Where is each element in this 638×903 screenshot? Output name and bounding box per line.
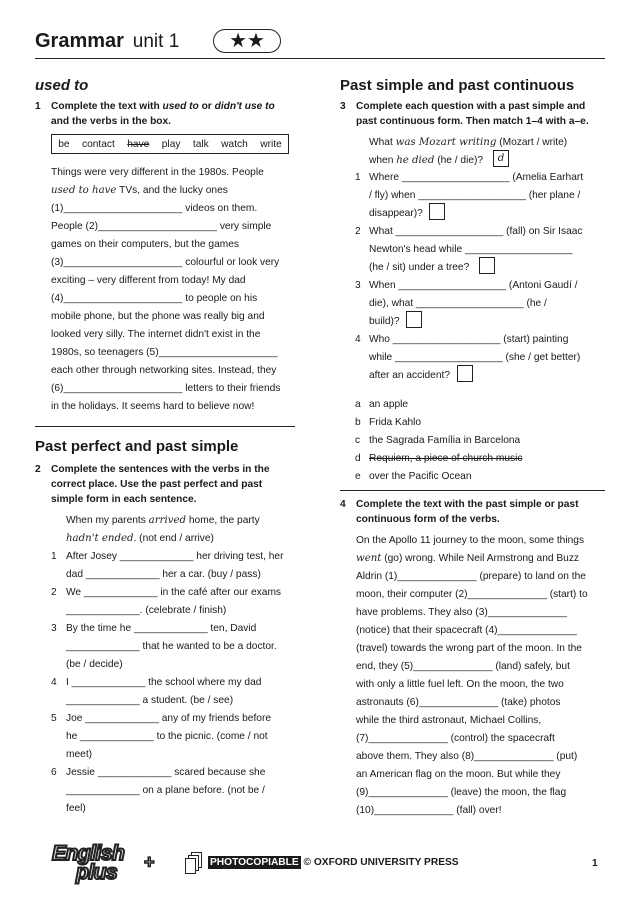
item-line: _____________ on a plane before. (not be / — [66, 785, 265, 796]
logo-line2: plus — [76, 861, 118, 884]
header-rule — [35, 58, 605, 59]
item-number: 1 — [355, 172, 361, 183]
question-1-number: 1 — [35, 101, 41, 112]
text-line: (notice) that their spacecraft (4)______________ — [356, 625, 577, 636]
question-4-number: 4 — [340, 499, 346, 510]
word-box-item: watch — [221, 138, 248, 150]
question-4-instruction: continuous form of the verbs. — [356, 514, 500, 525]
item-line: By the time he _____________ ten, David — [66, 623, 257, 634]
handwritten-answer: he died — [396, 155, 435, 166]
item-number: 3 — [355, 280, 361, 291]
item-number: 5 — [51, 713, 57, 724]
item-line: I _____________ the school where my dad — [66, 677, 262, 688]
word-box — [51, 134, 289, 154]
item-line: _____________ a student. (be / see) — [66, 695, 234, 706]
photocopiable-badge: PHOTOCOPIABLE — [210, 857, 299, 868]
item-line: Joe _____________ any of my friends before — [66, 713, 272, 724]
text-line: games on their computers, but the games — [51, 239, 240, 250]
option-letter: a — [355, 399, 361, 410]
item-line: _____________ that he wanted to be a doctor. — [66, 641, 277, 652]
item-line: while ___________________ (she / get better) — [369, 352, 581, 363]
item-line: Jessie _____________ scared because she — [66, 767, 266, 778]
item-number: 2 — [51, 587, 57, 598]
text-line: end, they (5)______________ (land) safely, but — [356, 661, 570, 672]
handwritten-answer: d — [497, 153, 505, 164]
page-number: 1 — [592, 858, 598, 869]
section-heading-past-perfect: Past perfect and past simple — [35, 438, 239, 455]
option-text: Frida Kahlo — [369, 417, 422, 428]
item-line: Who ___________________ (start) painting — [369, 334, 569, 345]
english-plus-logo — [52, 842, 162, 884]
option-text: over the Pacific Ocean — [369, 471, 472, 482]
item-line: / fly) when ___________________ (her plane / — [369, 190, 581, 201]
text-line: (1)_____________________ videos on them. — [51, 203, 258, 214]
publisher-text: © OXFORD UNIVERSITY PRESS — [303, 857, 459, 868]
question-3-instruction: Complete each question with a past simple and — [356, 101, 586, 112]
item-line: Where ___________________ (Amelia Earhart — [369, 172, 584, 183]
item-number: 1 — [51, 551, 57, 562]
item-line: after an accident? — [369, 370, 450, 381]
answer-box[interactable] — [457, 365, 473, 382]
question-4-instruction: Complete the text with the past simple or past — [356, 499, 579, 510]
word-box-item: play — [161, 138, 181, 150]
option-text: an apple — [369, 399, 409, 410]
option-letter: b — [355, 417, 361, 428]
option-letter: e — [355, 471, 361, 482]
item-line: (be / decide) — [66, 659, 123, 670]
item-line: he _____________ to the picnic. (come / not — [66, 731, 268, 742]
footer-copyright — [208, 856, 459, 869]
item-number: 4 — [355, 334, 361, 345]
word-box-item: have — [127, 138, 150, 150]
logo-line1: English — [52, 842, 125, 865]
text-line: (4)_____________________ to people on his — [51, 293, 258, 304]
text-line: went (go) wrong. While Neil Armstrong and Buzz — [356, 553, 580, 564]
text-line: looked very silly. The internet didn't exist in the — [51, 329, 261, 340]
item-line: After Josey _____________ her driving test, her — [66, 551, 284, 562]
item-line: We _____________ in the café after our exams — [66, 587, 282, 598]
handwritten-answer: used to have — [51, 185, 117, 196]
text-line: exciting – very different from today! My dad — [51, 275, 246, 286]
option-letter: d — [355, 453, 361, 464]
text-line: (travel) towards the wrong part of the moon. In the — [356, 643, 582, 654]
item-line: dad _____________ her a car. (buy / pass) — [66, 569, 261, 580]
item-line: die), what ___________________ (he / — [369, 298, 547, 309]
text-line: while the third astronaut, Michael Collins, — [356, 715, 542, 726]
section-divider — [35, 426, 295, 427]
example-answer-box — [493, 150, 509, 167]
answer-box[interactable] — [479, 257, 495, 274]
stars-icon: ★★ — [229, 30, 265, 52]
answer-box[interactable] — [429, 203, 445, 220]
item-line: What ___________________ (fall) on Sir Isaac — [369, 226, 583, 237]
item-line: When ___________________ (Antoni Gaudí / — [369, 280, 578, 291]
text-line: above them. They also (8)______________ (put) — [356, 751, 578, 762]
item-line: _____________. (celebrate / finish) — [66, 605, 227, 616]
text-line: People (2)_____________________ very simple — [51, 221, 272, 232]
text-line: (9)______________ (leave) the moon, the flag — [356, 787, 567, 798]
item-number: 2 — [355, 226, 361, 237]
text-line: moon, their computer (2)______________ (start) to — [356, 589, 588, 600]
item-number: 4 — [51, 677, 57, 688]
section-heading-used-to: used to — [35, 77, 89, 94]
text-line: (10)______________ (fall) over! — [356, 805, 502, 816]
text-line: in the holidays. It seems hard to believe now! — [51, 401, 255, 412]
option-text: Requiem, a piece of church music — [369, 453, 523, 464]
item-line: build)? — [369, 316, 400, 327]
text-line: (7)______________ (control) the spacecraft — [356, 733, 555, 744]
text-line: (6)_____________________ letters to their friends — [51, 383, 281, 394]
plus-sign-icon: + — [144, 852, 155, 872]
text-line: with only a little fuel left. On the moon, the two — [356, 679, 564, 690]
question-3-instruction: past continuous form. Then match 1–4 with a–e. — [356, 116, 589, 127]
section-divider — [340, 490, 605, 491]
question-3-number: 3 — [340, 101, 346, 112]
answer-box[interactable] — [406, 311, 422, 328]
item-line: Newton's head while ___________________ — [369, 244, 573, 255]
question-2-instruction: Complete the sentences with the verbs in the — [51, 464, 270, 475]
handwritten-answer: hadn't ended — [66, 533, 134, 544]
text-line: On the Apollo 11 journey to the moon, some things — [356, 535, 585, 546]
text-line: 1980s, so teenagers (5)_____________________ — [51, 347, 278, 358]
word-box-item: contact — [81, 138, 115, 150]
option-text: the Sagrada Família in Barcelona — [369, 435, 521, 446]
text-line: (3)_____________________ colourful or look very — [51, 257, 280, 268]
photocopy-icon — [186, 852, 202, 874]
text-line: used to have TVs, and the lucky ones — [51, 185, 228, 196]
text-line: Things were very different in the 1980s. People — [51, 167, 264, 178]
item-line: (he / sit) under a tree? — [369, 262, 470, 273]
text-line: Aldrin (1)______________ (prepare) to land on the — [356, 571, 586, 582]
question-2-number: 2 — [35, 464, 41, 475]
question-1-instruction-line2: and the verbs in the box. — [51, 116, 172, 127]
example-line: hadn't ended. (not end / arrive) — [66, 533, 214, 544]
text-line: have problems. They also (3)______________ — [356, 607, 568, 618]
section-heading-past-continuous: Past simple and past continuous — [340, 77, 575, 94]
page-header — [35, 30, 179, 53]
question-2-instruction: simple form in each sentence. — [51, 494, 197, 505]
question-1-instruction: Complete the text with used to or didn't use to — [51, 101, 275, 112]
handwritten-answer: was Mozart writing — [395, 137, 497, 148]
word-box-item: be — [58, 138, 70, 150]
header-title: Grammar — [35, 30, 124, 52]
text-line: mobile phone, but the phone was really big and — [51, 311, 265, 322]
text-line: each other through networking sites. Instead, they — [51, 365, 277, 376]
text-line: astronauts (6)______________ (take) photos — [356, 697, 561, 708]
question-2-instruction: correct place. Use the past perfect and past — [51, 479, 263, 490]
header-unit: unit 1 — [132, 31, 180, 52]
example-line: when he died (he / die)? — [369, 155, 484, 166]
word-box-item: write — [260, 138, 282, 150]
item-line: disappear)? — [369, 208, 423, 219]
example-line: What was Mozart writing (Mozart / write) — [369, 137, 568, 148]
difficulty-stars-badge — [213, 29, 281, 53]
item-line: feel) — [66, 803, 86, 814]
option-letter: c — [355, 435, 361, 446]
item-number: 3 — [51, 623, 57, 634]
handwritten-answer: arrived — [148, 515, 187, 526]
text-line: an American flag on the moon. But while they — [356, 769, 561, 780]
item-line: meet) — [66, 749, 93, 760]
example-line: When my parents arrived home, the party — [66, 515, 260, 526]
handwritten-answer: went — [356, 553, 382, 564]
item-number: 6 — [51, 767, 57, 778]
word-box-item: talk — [192, 138, 209, 150]
